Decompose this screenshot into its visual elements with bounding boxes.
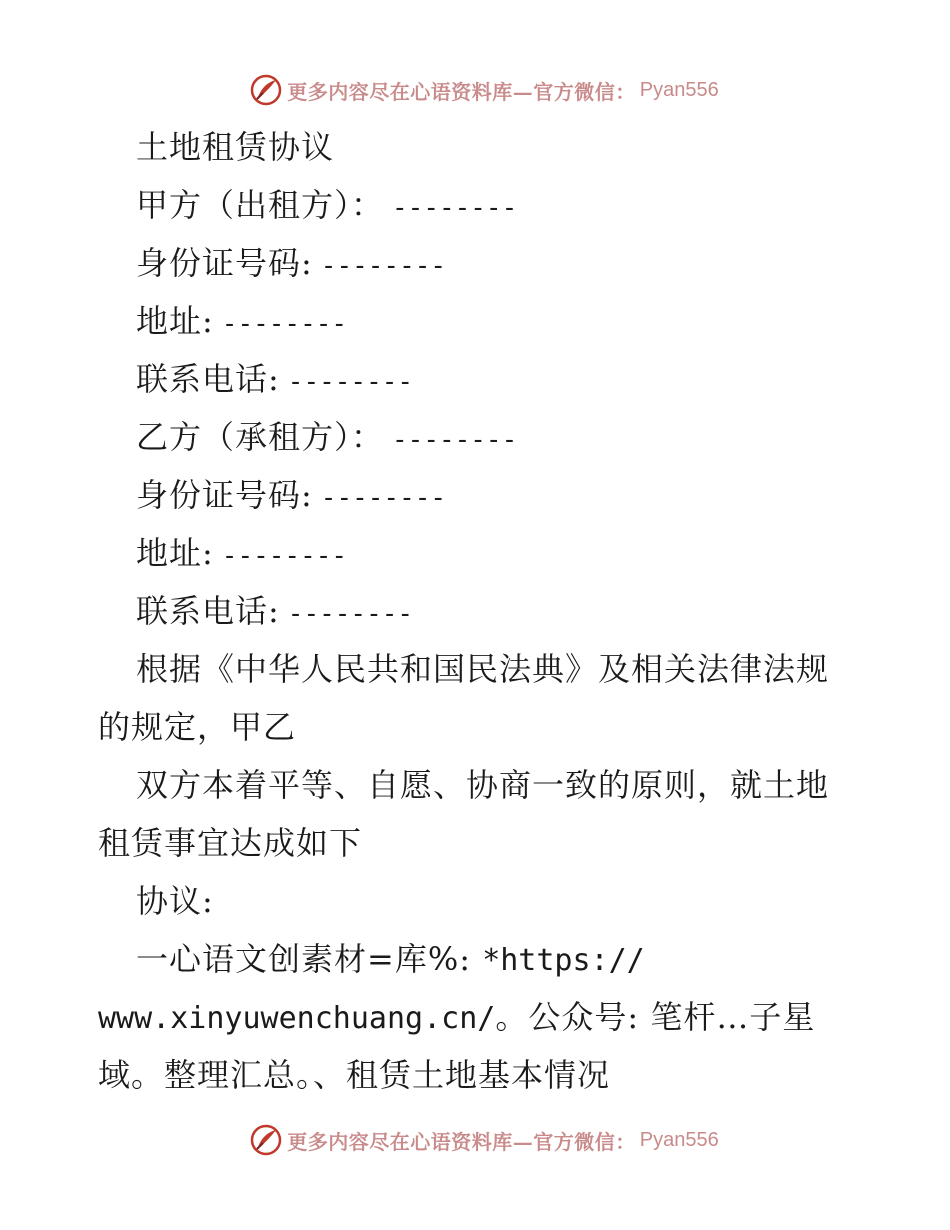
source-account: 。公众号: 笔杆…子星 [495,998,816,1036]
paragraph-line: 的规定，甲乙 [98,708,297,746]
paragraph-line: 双方本着平等、自愿、协商一致的原则，就土地 [136,766,830,804]
source-text: 一心语文创素材=库%: [136,940,483,978]
paragraph-line [98,988,858,1046]
party-b-id-label: 身份证号码: [136,476,313,514]
party-a-blank: -------- [392,193,518,223]
party-a-phone-label: 联系电话: [136,360,280,398]
feather-pen-logo-icon [249,1123,283,1157]
watermark-id: Pyan556 [639,78,719,101]
watermark-text: 更多内容尽在心语资料库—官方微信： [287,1129,636,1154]
party-b-id-row [98,466,858,524]
party-b-row [98,408,858,466]
party-a-phone-row [98,350,858,408]
party-a-phone-blank: -------- [287,367,414,397]
party-b-label: 乙方（承租方）： [136,418,385,456]
party-a-row [98,176,858,234]
party-a-address-label: 地址: [136,302,214,340]
feather-pen-logo-icon [249,73,283,107]
watermark-group [249,1123,718,1157]
source-url-start: *https:// [482,943,645,978]
party-b-phone-blank: -------- [287,599,414,629]
source-url: www.xinyuwenchuang.cn/ [98,1001,496,1036]
paragraph-line: 租赁事宜达成如下 [98,824,363,862]
paragraph-line: 域。整理汇总。、租赁土地基本情况 [98,1056,611,1094]
document-body [98,118,858,1104]
party-b-address-blank: -------- [221,541,348,571]
paragraph-line: 根据《中华人民共和国民法典》及相关法律法规 [136,650,830,688]
party-a-id-row [98,234,858,292]
party-b-address-row [98,524,858,582]
header-watermark [0,70,950,110]
party-a-address-blank: -------- [221,309,348,339]
party-a-id-blank: -------- [320,251,447,281]
footer-watermark [0,1120,950,1160]
party-b-address-label: 地址: [136,534,214,572]
party-b-phone-row [98,582,858,640]
party-b-blank: -------- [392,425,518,455]
watermark-text: 更多内容尽在心语资料库—官方微信： [287,79,636,104]
watermark-id: Pyan556 [639,1128,719,1151]
watermark-group [249,73,718,107]
party-b-id-blank: -------- [320,483,447,513]
paragraph-line [98,930,858,988]
document-title: 土地租赁协议 [136,128,335,166]
paragraph-line: 协议: [136,882,214,920]
party-b-phone-label: 联系电话: [136,592,280,630]
party-a-address-row [98,292,858,350]
party-a-label: 甲方（出租方）： [136,186,385,224]
party-a-id-label: 身份证号码: [136,244,313,282]
